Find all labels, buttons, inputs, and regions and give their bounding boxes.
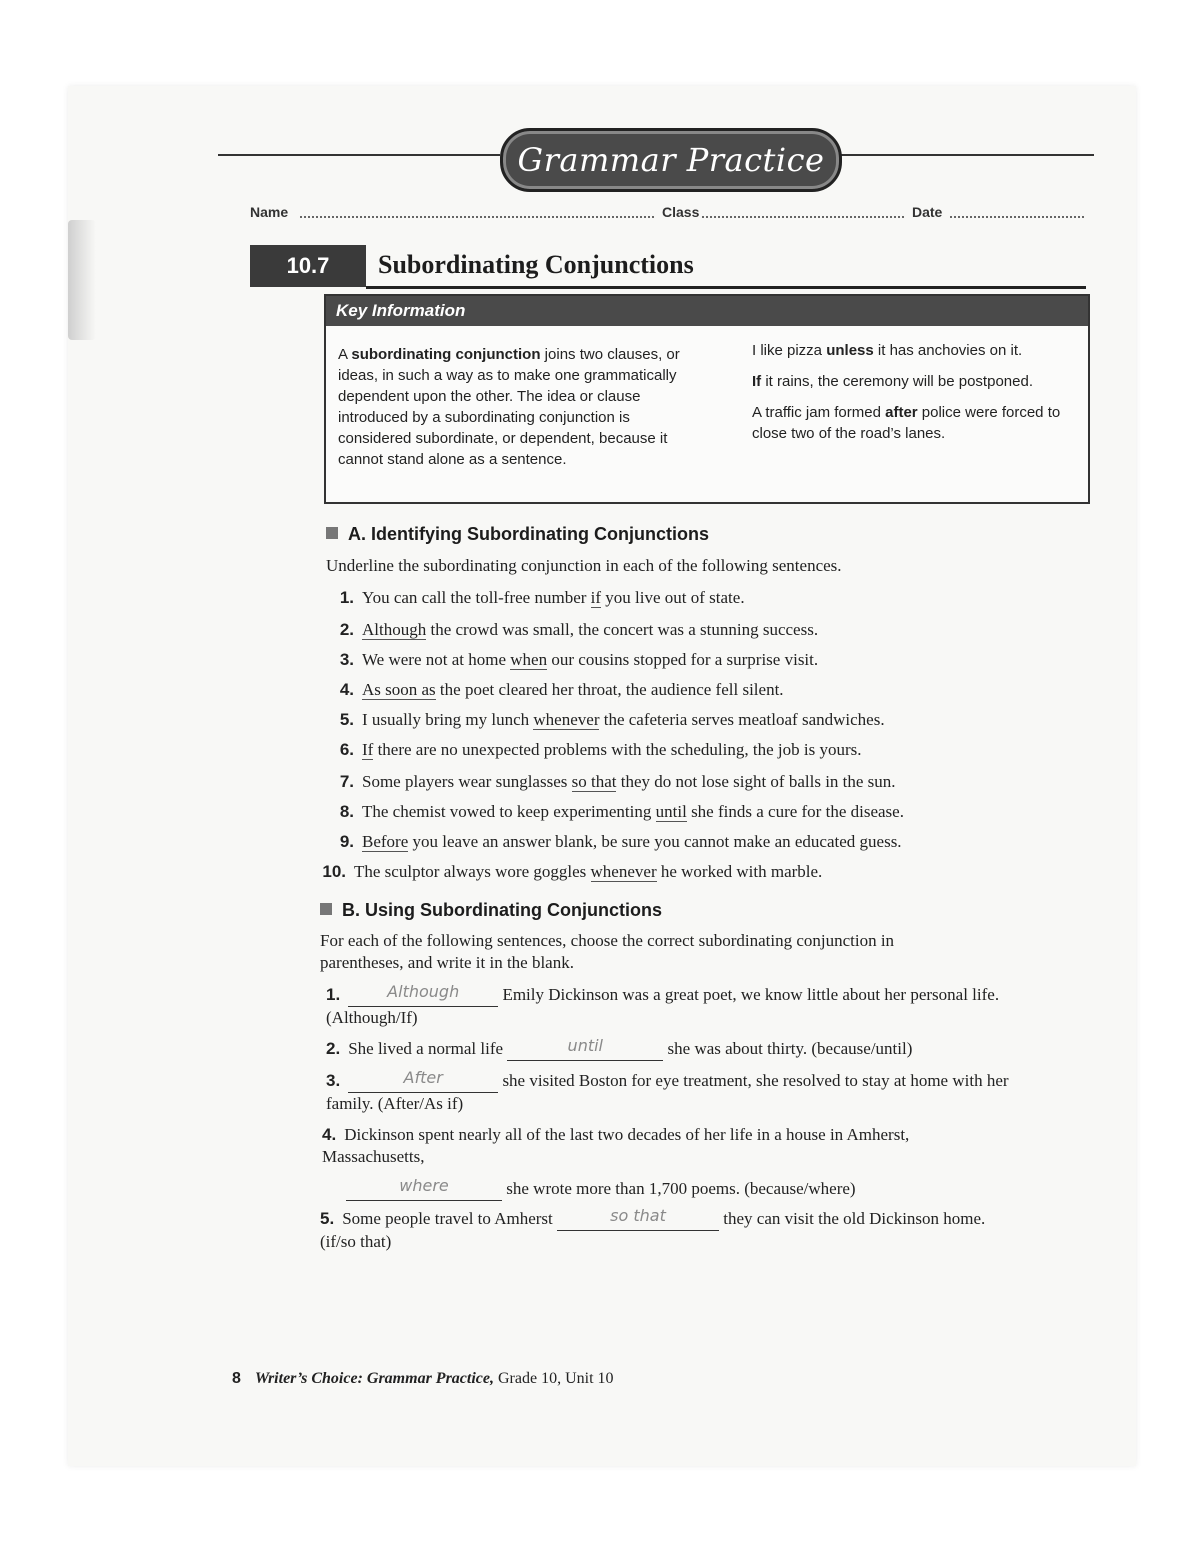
underlined-conjunction[interactable]: when: [510, 650, 548, 669]
item-number: 5.: [320, 1209, 335, 1228]
example-conjunction: after: [885, 404, 918, 421]
date-field[interactable]: [950, 216, 1084, 218]
name-label: Name: [250, 204, 289, 220]
banner-rule-right: [836, 154, 1094, 156]
item-text: she finds a cure for the disease.: [686, 802, 904, 821]
item-number: 8.: [339, 802, 354, 821]
section-b-item-1: [326, 984, 1036, 1029]
item-number: 4.: [339, 680, 354, 699]
section-bullet-icon: [320, 903, 332, 915]
item-number: 10.: [322, 862, 346, 881]
item-text: We were not at home: [362, 650, 511, 669]
handwritten-answer: until: [567, 1036, 603, 1055]
underlined-conjunction[interactable]: whenever: [533, 710, 600, 729]
section-a-item-2: [326, 620, 818, 640]
item-number: 5.: [339, 710, 354, 729]
definition-text: joins two clauses, or ideas, in such a way as to make one grammatically dependent upon the other. The idea or clause introduced by a subordinating conjunction is considered subordinate, or dependent, because it cannot stand alone as a sentence.: [338, 346, 680, 468]
section-a-item-3: [326, 650, 818, 670]
example-conjunction: If: [752, 373, 762, 390]
section-bullet-icon: [326, 527, 338, 539]
underlined-conjunction[interactable]: until: [655, 802, 687, 821]
item-number: 3.: [326, 1071, 341, 1090]
example-conjunction: unless: [826, 342, 874, 359]
example-text: it rains, the ceremony will be postponed.: [761, 373, 1033, 390]
page-edge-shadow: [68, 220, 96, 340]
item-text: the poet cleared her throat, the audience fell silent.: [435, 680, 784, 699]
section-b-item-5: [320, 1208, 1010, 1253]
item-number: 6.: [339, 740, 354, 759]
grade-unit: Grade 10, Unit 10: [494, 1370, 614, 1387]
item-text: The sculptor always wore goggles: [354, 862, 591, 881]
item-number: 2.: [326, 1039, 341, 1058]
item-text: Emily Dickinson was a great poet, we know little about her personal life. (Although/If): [326, 985, 1000, 1027]
section-a-item-1: [326, 588, 745, 608]
example-text: it has anchovies on it.: [873, 342, 1023, 359]
key-information-box: [324, 294, 1090, 504]
key-information-header: [326, 296, 1088, 326]
class-label: Class: [662, 204, 700, 220]
section-a-item-5: [326, 710, 885, 730]
underlined-conjunction[interactable]: so that: [571, 772, 617, 791]
section-a-item-9: [326, 832, 902, 852]
lesson-title: Subordinating Conjunctions: [378, 250, 694, 279]
underlined-conjunction[interactable]: As soon as: [362, 680, 436, 699]
item-text: she wrote more than 1,700 poems. (because/where): [502, 1179, 856, 1198]
section-a-title: A. Identifying Subordinating Conjunctions: [348, 524, 709, 544]
section-a-instruction: Underline the subordinating conjunction in each of the following sentences.: [326, 556, 842, 575]
item-text: I usually bring my lunch: [362, 710, 534, 729]
item-text: Some people travel to Amherst: [342, 1209, 558, 1228]
answer-blank[interactable]: [557, 1208, 719, 1231]
date-label: Date: [912, 204, 943, 220]
item-text: the cafeteria serves meatloaf sandwiches.: [599, 710, 885, 729]
section-b-title: B. Using Subordinating Conjunctions: [342, 900, 662, 920]
banner-title: Grammar Practice: [517, 141, 825, 179]
lesson-number: 10.7: [250, 245, 366, 287]
item-number: 9.: [339, 832, 354, 851]
item-text: Dickinson spent nearly all of the last two decades of her life in a house in Amherst, Massachusetts,: [322, 1125, 910, 1166]
item-number: 1.: [339, 588, 354, 607]
item-text: you live out of state.: [601, 588, 745, 607]
section-a-item-8: [326, 802, 904, 822]
item-text: they do not lose sight of balls in the sun.: [616, 772, 896, 791]
section-b-heading: [320, 900, 662, 921]
lesson-title-rule: [366, 286, 1086, 289]
answer-blank[interactable]: [346, 1178, 502, 1201]
item-text: they can visit the old Dickinson home. (if/so that): [320, 1209, 986, 1251]
answer-blank[interactable]: [507, 1038, 663, 1061]
section-a-item-4: [326, 680, 784, 700]
example-3: [752, 402, 1082, 444]
underlined-conjunction[interactable]: whenever: [590, 862, 657, 881]
name-field[interactable]: [300, 216, 654, 218]
item-text: our cousins stopped for a surprise visit.: [547, 650, 819, 669]
item-text: there are no unexpected problems with the scheduling, the job is yours.: [373, 740, 862, 759]
underlined-conjunction[interactable]: Although: [362, 620, 427, 639]
item-number: 4.: [322, 1125, 337, 1144]
item-text: She lived a normal life: [348, 1039, 508, 1058]
definition-lead: A: [338, 346, 352, 363]
section-b-instruction: For each of the following sentences, choose the correct subordinating conjunction in parentheses, and write it in the blank.: [320, 931, 895, 972]
section-a-item-7: [326, 772, 896, 792]
page-footer: [232, 1370, 614, 1388]
example-text: I like pizza: [752, 342, 827, 359]
answer-blank[interactable]: [348, 1070, 498, 1093]
section-a-item-10: [318, 862, 822, 882]
example-1: [752, 340, 1082, 361]
section-b-item-4: [322, 1124, 1012, 1168]
item-text: she visited Boston for eye treatment, she resolved to stay at home with her family. (After/As if): [326, 1071, 1009, 1113]
item-text: Some players wear sunglasses: [362, 772, 572, 791]
handwritten-answer: After: [403, 1068, 443, 1087]
key-information-heading: Key Information: [336, 301, 466, 320]
answer-blank[interactable]: [348, 984, 498, 1007]
example-text: A traffic jam formed: [752, 404, 886, 421]
item-text: the crowd was small, the concert was a stunning success.: [426, 620, 819, 639]
class-field[interactable]: [702, 216, 904, 218]
section-b-item-4-answer-line: [346, 1178, 1036, 1201]
item-text: he worked with marble.: [656, 862, 823, 881]
book-title: Writer’s Choice: Grammar Practice,: [254, 1370, 494, 1387]
key-examples: [752, 340, 1082, 454]
item-text: The chemist vowed to keep experimenting: [362, 802, 656, 821]
item-text: you leave an answer blank, be sure you cannot make an educated guess.: [408, 832, 902, 851]
handwritten-answer: Although: [387, 982, 460, 1001]
grammar-practice-banner: [500, 128, 842, 192]
item-number: 2.: [339, 620, 354, 639]
section-b-item-2: [326, 1038, 1036, 1061]
banner-rule-left: [218, 154, 500, 156]
item-text: she was about thirty. (because/until): [663, 1039, 913, 1058]
underlined-conjunction[interactable]: Before: [362, 832, 409, 851]
item-number: 3.: [339, 650, 354, 669]
definition-term: subordinating conjunction: [351, 346, 541, 363]
item-number: 7.: [339, 772, 354, 791]
section-b-item-3: [326, 1070, 1036, 1115]
example-2: [752, 371, 1082, 392]
page-number: 8: [232, 1370, 241, 1387]
underlined-conjunction[interactable]: if: [590, 588, 602, 607]
handwritten-answer: where: [399, 1176, 449, 1195]
section-a-heading: [326, 524, 709, 545]
item-number: 1.: [326, 985, 341, 1004]
item-text: You can call the toll-free number: [362, 588, 591, 607]
key-definition: [338, 344, 688, 470]
handwritten-answer: so that: [610, 1206, 666, 1225]
underlined-conjunction[interactable]: If: [362, 740, 374, 759]
section-a-item-6: [326, 740, 861, 760]
example-text: police were forced to close two of the road’s lanes.: [752, 404, 1061, 442]
